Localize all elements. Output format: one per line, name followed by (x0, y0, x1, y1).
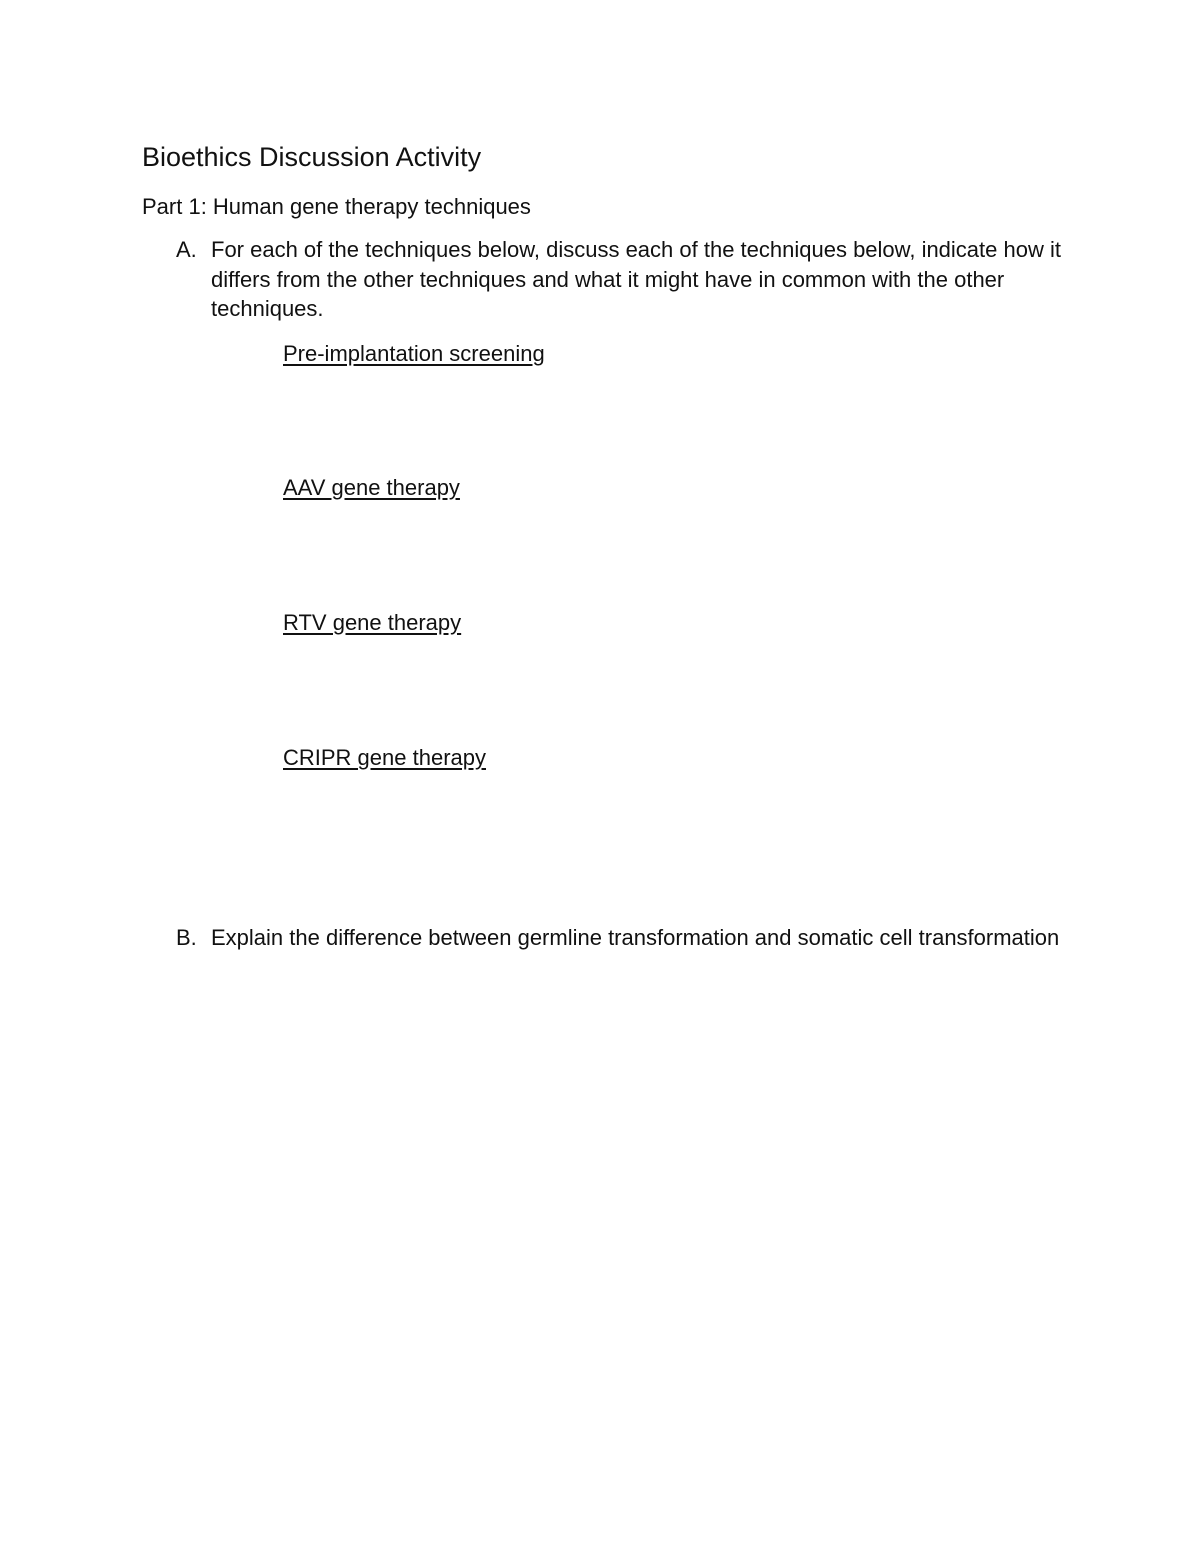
document-title: Bioethics Discussion Activity (142, 142, 482, 172)
question-b-text: Explain the difference between germline transformation and somatic cell transformation (211, 925, 1060, 950)
question-b-marker: B. (176, 925, 197, 950)
question-a (176, 235, 1091, 325)
part-heading: Part 1: Human gene therapy techniques (142, 194, 531, 219)
question-a-marker: A. (176, 237, 197, 262)
technique-pre-implantation-screening: Pre-implantation screening (283, 341, 545, 366)
technique-cripr-gene-therapy: CRIPR gene therapy (283, 745, 486, 770)
technique-aav-gene-therapy: AAV gene therapy (283, 475, 460, 500)
question-b (176, 923, 1091, 983)
technique-rtv-gene-therapy: RTV gene therapy (283, 610, 462, 635)
question-a-text: For each of the techniques below, discuss each of the techniques below, indicate how it differs from the other techniques and what it might have in common with the other techniques. (211, 237, 1061, 321)
